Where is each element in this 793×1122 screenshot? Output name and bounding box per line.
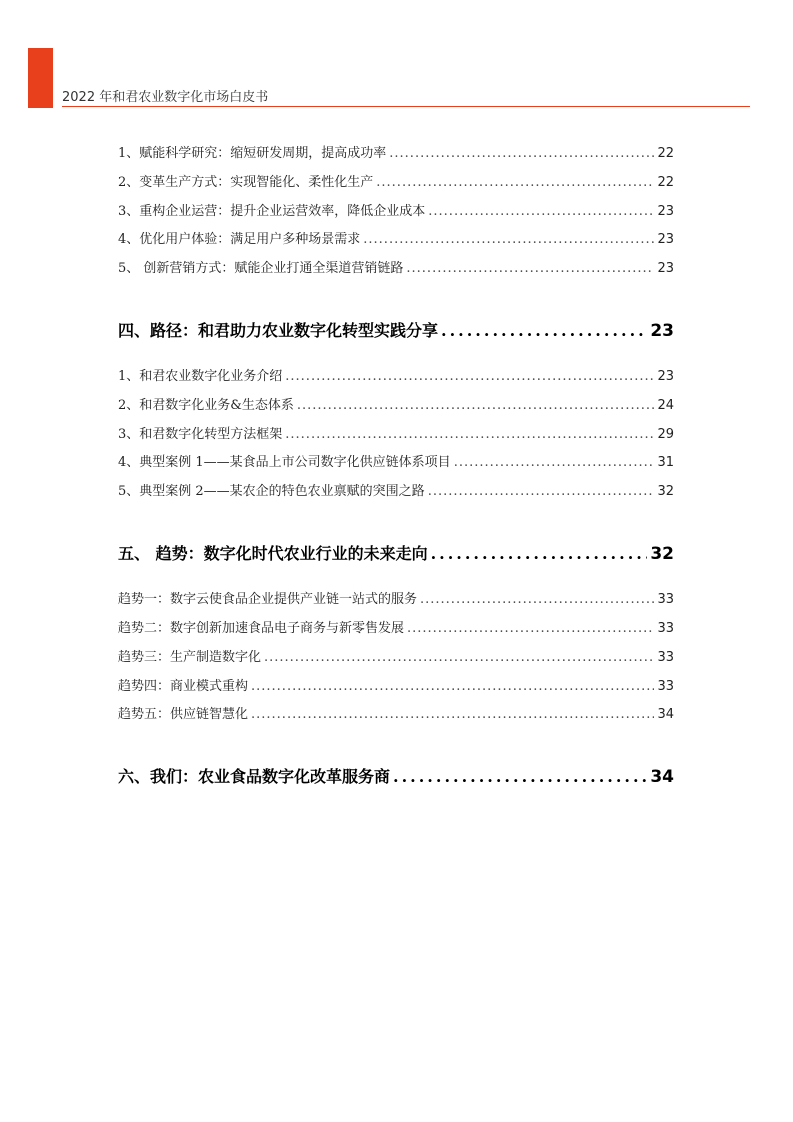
toc-dot-leader bbox=[363, 232, 654, 247]
toc-entry[interactable] bbox=[118, 228, 674, 246]
toc-entry[interactable] bbox=[118, 617, 674, 635]
toc-entry-label: 1、和君农业数字化业务介绍 bbox=[118, 369, 283, 384]
toc-entry-label: 4、典型案例 1——某食品上市公司数字化供应链体系项目 bbox=[118, 455, 451, 470]
toc-entry-page: 33 bbox=[657, 679, 674, 694]
toc-entry[interactable] bbox=[118, 588, 674, 606]
toc-entry[interactable] bbox=[118, 480, 674, 498]
toc-entry-label: 2、和君数字化业务&生态体系 bbox=[118, 398, 294, 413]
toc-entry-label: 趋势三：生产制造数字化 bbox=[118, 650, 262, 665]
toc-section-label: 四、路径：和君助力农业数字化转型实践分享 bbox=[118, 321, 439, 340]
toc-section-page: 32 bbox=[650, 544, 674, 564]
toc-section-label: 五、 趋势：数字化时代农业行业的未来走向 bbox=[118, 544, 428, 563]
toc-entry-page: 34 bbox=[657, 707, 674, 722]
header-accent-bar bbox=[28, 48, 53, 108]
toc-section-heading[interactable] bbox=[118, 318, 674, 340]
toc-dot-leader bbox=[454, 455, 655, 470]
toc-entry-label: 3、和君数字化转型方法框架 bbox=[118, 427, 283, 442]
toc-entry[interactable] bbox=[118, 703, 674, 721]
toc-entry-page: 29 bbox=[657, 427, 674, 442]
toc-entry-page: 32 bbox=[657, 484, 674, 499]
document-title: 2022 年和君农业数字化市场白皮书 bbox=[62, 90, 269, 105]
header-divider bbox=[62, 106, 750, 107]
toc-entry[interactable] bbox=[118, 423, 674, 441]
toc-section-heading[interactable] bbox=[118, 541, 674, 563]
toc-section-label: 六、我们：农业食品数字化改革服务商 bbox=[118, 767, 391, 786]
toc-dot-leader bbox=[251, 679, 654, 694]
toc-entry-label: 5、 创新营销方式：赋能企业打通全渠道营销链路 bbox=[118, 261, 404, 276]
toc-entry-label: 2、变革生产方式：实现智能化、柔性化生产 bbox=[118, 175, 374, 190]
toc-dot-leader bbox=[407, 621, 654, 636]
toc-entry-page: 33 bbox=[657, 592, 674, 607]
toc-entry-page: 22 bbox=[657, 175, 674, 190]
toc-dot-leader bbox=[251, 707, 654, 722]
toc-entry-page: 23 bbox=[657, 232, 674, 247]
toc-dot-leader bbox=[431, 544, 648, 563]
toc-entry-page: 23 bbox=[657, 369, 674, 384]
toc-entry-label: 趋势五：供应链智慧化 bbox=[118, 707, 249, 722]
toc-entry[interactable] bbox=[118, 200, 674, 218]
toc-dot-leader bbox=[285, 369, 654, 384]
toc-entry[interactable] bbox=[118, 394, 674, 412]
toc-entry[interactable] bbox=[118, 257, 674, 275]
toc-entry-page: 22 bbox=[657, 146, 674, 161]
toc-dot-leader bbox=[285, 427, 654, 442]
toc-entry-page: 24 bbox=[657, 398, 674, 413]
toc-entry[interactable] bbox=[118, 675, 674, 693]
toc-entry-page: 23 bbox=[657, 204, 674, 219]
toc-entry-label: 趋势二：数字创新加速食品电子商务与新零售发展 bbox=[118, 621, 405, 636]
toc-dot-leader bbox=[441, 321, 647, 340]
toc-dot-leader bbox=[406, 261, 654, 276]
toc-section-page: 34 bbox=[650, 767, 674, 787]
toc-dot-leader bbox=[389, 146, 654, 161]
toc-entry-page: 23 bbox=[657, 261, 674, 276]
toc-entry-label: 4、优化用户体验：满足用户多种场景需求 bbox=[118, 232, 361, 247]
toc-entry[interactable] bbox=[118, 171, 674, 189]
toc-entry[interactable] bbox=[118, 646, 674, 664]
toc-entry-page: 33 bbox=[657, 650, 674, 665]
toc-entry-page: 31 bbox=[657, 455, 674, 470]
toc-entry[interactable] bbox=[118, 451, 674, 469]
toc-entry-label: 3、重构企业运营：提升企业运营效率，降低企业成本 bbox=[118, 204, 426, 219]
toc-section-page: 23 bbox=[650, 321, 674, 341]
toc-section-heading[interactable] bbox=[118, 764, 674, 786]
toc-dot-leader bbox=[264, 650, 654, 665]
toc-entry[interactable] bbox=[118, 142, 674, 160]
toc-dot-leader bbox=[428, 484, 655, 499]
toc-entry-label: 1、赋能科学研究：缩短研发周期，提高成功率 bbox=[118, 146, 387, 161]
toc-entry-label: 趋势四：商业模式重构 bbox=[118, 679, 249, 694]
toc-entry-label: 趋势一：数字云使食品企业提供产业链一站式的服务 bbox=[118, 592, 418, 607]
toc-dot-leader bbox=[393, 767, 647, 786]
toc-dot-leader bbox=[297, 398, 655, 413]
toc-dot-leader bbox=[420, 592, 654, 607]
toc-entry[interactable] bbox=[118, 365, 674, 383]
toc-dot-leader bbox=[428, 204, 654, 219]
toc-entry-page: 33 bbox=[657, 621, 674, 636]
toc-dot-leader bbox=[376, 175, 654, 190]
toc-entry-label: 5、典型案例 2——某农企的特色农业禀赋的突围之路 bbox=[118, 484, 425, 499]
